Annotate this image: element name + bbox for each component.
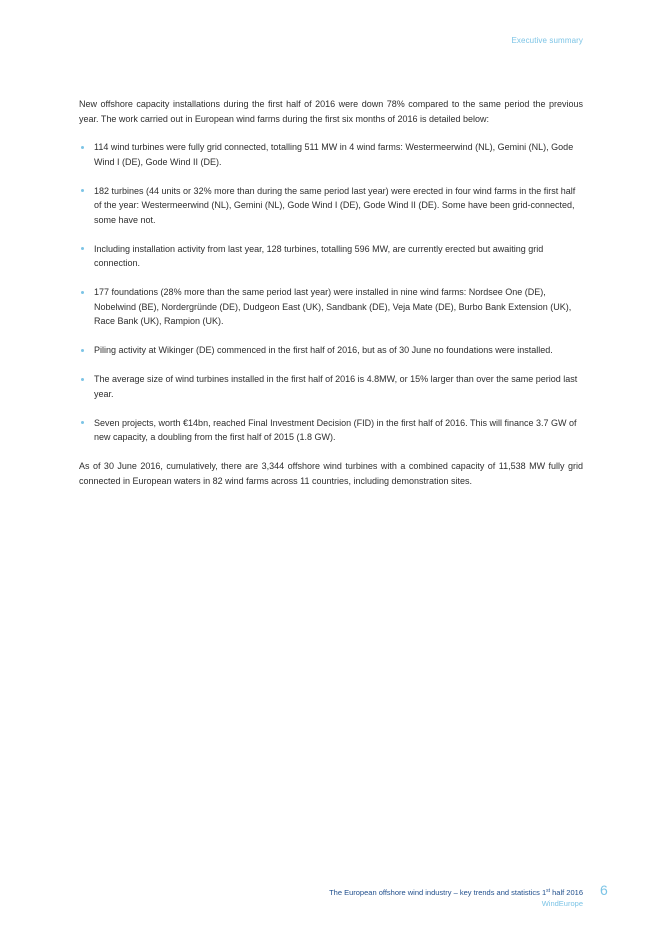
list-item-text: 177 foundations (28% more than the same period last year) were installed in nine wind farms: Nordsee One (DE), Nobelwind (BE), Nordergründe (DE), Dudgeon East (UK), Sandbank (DE), Veja Mate (DE), Burbo Bank Extension (UK), Race Bank (UK), Rampion (UK). bbox=[94, 287, 572, 326]
list-item bbox=[79, 416, 583, 445]
list-item-text: Including installation activity from last year, 128 turbines, totalling 596 MW, are currently erected but awaiting grid connection. bbox=[94, 243, 544, 268]
bullet-dot-icon bbox=[81, 189, 84, 192]
running-header: Executive summary bbox=[511, 36, 583, 45]
list-item-text: Piling activity at Wikinger (DE) commenced in the first half of 2016, but as of 30 June no foundations were installed. bbox=[94, 345, 553, 355]
page-number: 6 bbox=[600, 882, 608, 898]
report-title-superscript: st bbox=[546, 888, 551, 894]
closing-paragraph: As of 30 June 2016, cumulatively, there are 3,344 offshore wind turbines with a combined capacity of 11,538 MW fully grid connected in European waters in 82 wind farms across 11 countries, including demonstration sites. bbox=[79, 461, 583, 486]
page-footer bbox=[329, 886, 583, 909]
bullet-dot-icon bbox=[81, 349, 84, 352]
list-item bbox=[79, 184, 583, 228]
summary-bullet-list bbox=[79, 140, 583, 445]
intro-paragraph: New offshore capacity installations during the first half of 2016 were down 78% compared to the same period the previous year. The work carried out in European wind farms during the first six months of 2016 is detailed below: bbox=[79, 99, 583, 124]
list-item bbox=[79, 242, 583, 271]
bullet-dot-icon bbox=[81, 247, 84, 250]
report-title bbox=[329, 886, 583, 898]
list-item bbox=[79, 343, 583, 358]
list-item-text: 114 wind turbines were fully grid connected, totalling 511 MW in 4 wind farms: Westermeerwind (NL), Gemini (NL), Gode Wind I (DE), Gode Wind II (DE). bbox=[94, 142, 574, 167]
bullet-dot-icon bbox=[81, 421, 84, 424]
report-title-main: The European offshore wind industry – key trends and statistics 1 bbox=[329, 888, 547, 897]
bullet-dot-icon bbox=[81, 378, 84, 381]
list-item bbox=[79, 285, 583, 329]
main-content bbox=[79, 97, 583, 488]
list-item bbox=[79, 372, 583, 401]
list-item-text: The average size of wind turbines installed in the first half of 2016 is 4.8MW, or 15% larger than over the same period last year. bbox=[94, 374, 578, 399]
report-title-end: half 2016 bbox=[550, 888, 583, 897]
list-item bbox=[79, 140, 583, 169]
list-item-text: Seven projects, worth €14bn, reached Final Investment Decision (FID) in the first half of 2016. This will finance 3.7 GW of new capacity, a doubling from the first half of 2015 (1.8 GW). bbox=[94, 417, 577, 442]
bullet-dot-icon bbox=[81, 291, 84, 294]
organization-name: WindEurope bbox=[541, 899, 583, 908]
list-item-text: 182 turbines (44 units or 32% more than during the same period last year) were erected in four wind farms in the first half of the year: Westermeerwind (NL), Gemini (NL), Gode Wind I (DE), Gode Wind II (DE). Some have been grid-connected, some have not. bbox=[94, 185, 576, 225]
bullet-dot-icon bbox=[81, 146, 84, 149]
